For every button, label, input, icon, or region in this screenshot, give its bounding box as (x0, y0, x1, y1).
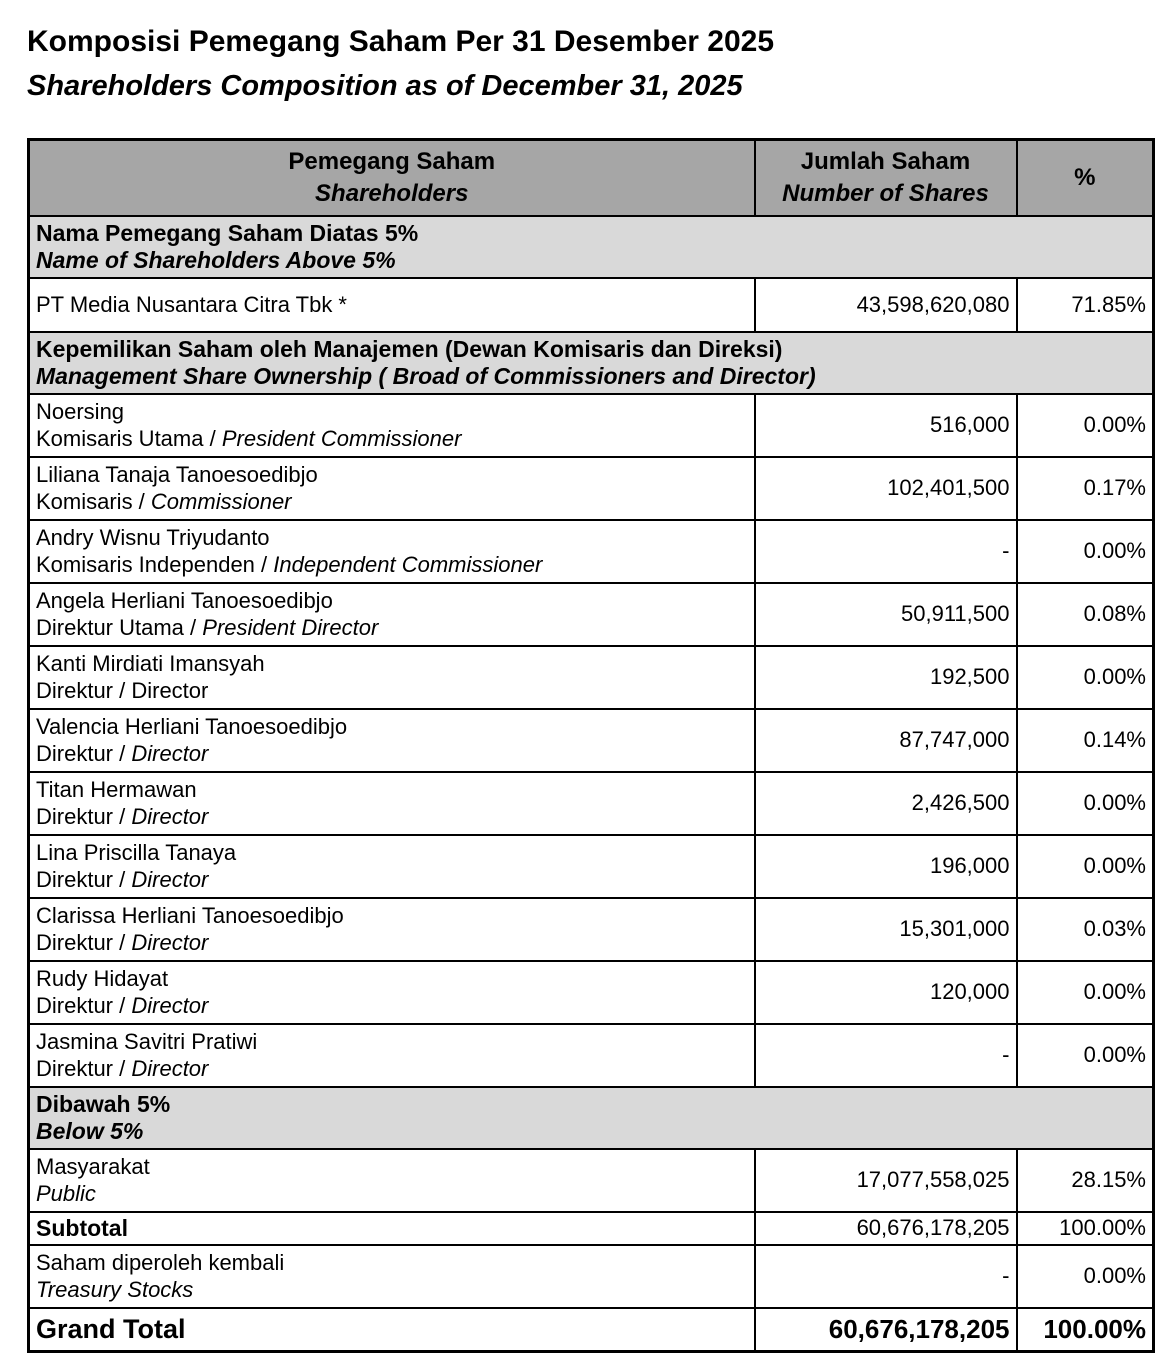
shareholder-title (36, 552, 748, 578)
percent-value: 0.00% (1017, 961, 1154, 1024)
percent-value: 100.00% (1017, 1308, 1154, 1352)
shareholder-title (36, 678, 748, 704)
shareholder-title-plain: Direktur / (36, 992, 132, 1018)
percent-value: 0.00% (1017, 1024, 1154, 1087)
percent-value: 28.15% (1017, 1149, 1154, 1212)
shareholder-text (36, 964, 748, 1021)
shareholder-title-italic: Director (131, 740, 209, 766)
shareholder-title-italic: Director (131, 992, 209, 1018)
shareholder-title-italic: Independent Commissioner (273, 551, 543, 577)
shareholder-name: Liliana Tanaja Tanoesoedibjo (36, 461, 318, 487)
shareholder-text (36, 775, 748, 832)
col-header-shareholders (29, 140, 755, 216)
section-row (29, 332, 1154, 394)
table-row (29, 898, 1154, 961)
shareholder-title-plain: Komisaris Utama / (36, 425, 222, 451)
shareholder-title-italic: Director (131, 803, 209, 829)
shareholder-name: Jasmina Savitri Pratiwi (36, 1028, 258, 1054)
section-line-en: Management Share Ownership ( Broad of Commissioners and Director) (36, 362, 816, 389)
table-row (29, 1212, 1154, 1245)
table-body (29, 216, 1154, 1352)
shareholder-cell (29, 520, 755, 583)
shares-value: 102,401,500 (755, 457, 1017, 520)
total-label: Subtotal (29, 1212, 755, 1245)
shareholder-title (36, 1056, 748, 1082)
percent-value: 0.00% (1017, 772, 1154, 835)
shareholder-name: Saham diperoleh kembali (36, 1249, 285, 1275)
shareholder-name: Rudy Hidayat (36, 965, 169, 991)
section-text (36, 220, 1146, 274)
shareholder-cell (29, 1024, 755, 1087)
shareholder-title-italic: Director (131, 929, 209, 955)
shareholder-name: Valencia Herliani Tanoesoedibjo (36, 713, 348, 739)
shares-value: 17,077,558,025 (755, 1149, 1017, 1212)
section-row (29, 216, 1154, 278)
header-row (29, 140, 1154, 216)
shareholder-title-italic: President Commissioner (221, 425, 462, 451)
table-row (29, 1308, 1154, 1352)
table-row (29, 1024, 1154, 1087)
section-text (36, 336, 1146, 390)
percent-value: 0.03% (1017, 898, 1154, 961)
shares-value: 192,500 (755, 646, 1017, 709)
shareholder-cell (29, 394, 755, 457)
section-line-id: Dibawah 5% (36, 1090, 171, 1117)
shareholder-title-plain: Komisaris / (36, 488, 151, 514)
shareholder-title (36, 1277, 748, 1303)
section-row (29, 1087, 1154, 1149)
shareholder-text (36, 1027, 748, 1084)
percent-value: 100.00% (1017, 1212, 1154, 1245)
page-title: Komposisi Pemegang Saham Per 31 Desember 2025 (27, 25, 775, 58)
col-header-shares-id: Jumlah Saham (800, 148, 971, 175)
shareholder-cell (29, 646, 755, 709)
section-line-id: Kepemilikan Saham oleh Manajemen (Dewan Komisaris dan Direksi) (36, 335, 783, 362)
table-row (29, 835, 1154, 898)
table-row (29, 1149, 1154, 1212)
col-header-shares (755, 140, 1017, 216)
shareholder-name: Masyarakat (36, 1153, 150, 1179)
shareholder-title (36, 615, 748, 641)
shareholder-title (36, 867, 748, 893)
shareholders-table (27, 138, 1155, 1353)
table-row (29, 394, 1154, 457)
table-row (29, 520, 1154, 583)
section-line-en: Name of Shareholders Above 5% (36, 246, 396, 273)
total-label: Grand Total (29, 1308, 755, 1352)
col-header-shareholders-id: Pemegang Saham (288, 148, 496, 175)
percent-value: 0.08% (1017, 583, 1154, 646)
shareholder-text (36, 1152, 748, 1209)
shareholder-title-italic: Commissioner (150, 488, 292, 514)
shares-value: 2,426,500 (755, 772, 1017, 835)
shareholder-title-plain: Direktur / Director (36, 677, 209, 703)
shareholder-name: Angela Herliani Tanoesoedibjo (36, 587, 333, 613)
table-header (29, 140, 1154, 216)
percent-value: 0.00% (1017, 1245, 1154, 1308)
shareholder-name: Kanti Mirdiati Imansyah (36, 650, 265, 676)
col-header-shareholders-en: Shareholders (315, 179, 469, 207)
percent-value: 0.00% (1017, 394, 1154, 457)
shareholder-cell (29, 583, 755, 646)
shareholder-name: Clarissa Herliani Tanoesoedibjo (36, 902, 344, 928)
percent-value: 0.00% (1017, 520, 1154, 583)
shareholder-title-plain: Direktur / (36, 929, 132, 955)
table-row (29, 646, 1154, 709)
page-subtitle: Shareholders Composition as of December 31, 2025 (27, 70, 743, 102)
shareholder-text (36, 1248, 748, 1305)
shares-value: 120,000 (755, 961, 1017, 1024)
shareholder-text (36, 460, 748, 517)
shareholder-title-plain: Direktur / (36, 866, 132, 892)
shareholder-text (36, 649, 748, 706)
shares-value: 87,747,000 (755, 709, 1017, 772)
shareholder-cell (29, 1245, 755, 1308)
shareholder-cell (29, 457, 755, 520)
shareholder-name: Titan Hermawan (36, 776, 197, 802)
shareholder-name: Noersing (36, 398, 125, 424)
shareholder-title (36, 741, 748, 767)
table-row (29, 961, 1154, 1024)
shareholder-title (36, 804, 748, 830)
shareholder-cell (29, 961, 755, 1024)
shareholder-text (36, 397, 748, 454)
shareholder-title-italic: Treasury Stocks (36, 1276, 194, 1302)
shares-value: - (755, 1024, 1017, 1087)
shareholder-text (36, 901, 748, 958)
shareholder-title-italic: Director (131, 866, 209, 892)
percent-value: 0.00% (1017, 646, 1154, 709)
shares-value: 60,676,178,205 (755, 1212, 1017, 1245)
table-row (29, 772, 1154, 835)
shareholder-title (36, 993, 748, 1019)
section-text (36, 1091, 1146, 1145)
col-header-percent: % (1017, 140, 1154, 216)
shareholder-text (36, 838, 748, 895)
shareholder-cell (29, 898, 755, 961)
shares-value: 15,301,000 (755, 898, 1017, 961)
percent-value: 0.17% (1017, 457, 1154, 520)
shares-value: - (755, 520, 1017, 583)
shareholder-cell (29, 278, 755, 332)
percent-value: 0.00% (1017, 835, 1154, 898)
shareholder-cell (29, 709, 755, 772)
section-cell (29, 216, 1154, 278)
shareholder-title (36, 489, 748, 515)
shareholder-name: Lina Priscilla Tanaya (36, 839, 237, 865)
shareholder-cell (29, 772, 755, 835)
shares-value: 43,598,620,080 (755, 278, 1017, 332)
shareholder-text (36, 712, 748, 769)
shareholder-title-plain: Direktur / (36, 1055, 132, 1081)
section-line-en: Below 5% (36, 1117, 144, 1144)
shares-value: - (755, 1245, 1017, 1308)
section-cell (29, 332, 1154, 394)
shareholder-name: PT Media Nusantara Citra Tbk * (36, 291, 347, 317)
shareholder-title-plain: Komisaris Independen / (36, 551, 274, 577)
table-row (29, 583, 1154, 646)
percent-value: 0.14% (1017, 709, 1154, 772)
table-row (29, 278, 1154, 332)
shareholder-title (36, 1181, 748, 1207)
shares-value: 60,676,178,205 (755, 1308, 1017, 1352)
table-row (29, 457, 1154, 520)
shareholder-text (36, 523, 748, 580)
shareholder-title (36, 426, 748, 452)
percent-value: 71.85% (1017, 278, 1154, 332)
shareholder-title-plain: Direktur Utama / (36, 614, 203, 640)
shareholder-title-italic: President Director (202, 614, 379, 640)
shareholder-title-plain: Direktur / (36, 740, 132, 766)
table-row (29, 709, 1154, 772)
shareholder-cell (29, 835, 755, 898)
shareholder-title-plain: Direktur / (36, 803, 132, 829)
section-line-id: Nama Pemegang Saham Diatas 5% (36, 219, 419, 246)
shareholder-cell (29, 1149, 755, 1212)
section-cell (29, 1087, 1154, 1149)
shares-value: 50,911,500 (755, 583, 1017, 646)
col-header-shares-en: Number of Shares (782, 179, 989, 207)
shares-value: 196,000 (755, 835, 1017, 898)
shareholder-name: Andry Wisnu Triyudanto (36, 524, 270, 550)
shares-value: 516,000 (755, 394, 1017, 457)
shareholder-title (36, 930, 748, 956)
table-row (29, 1245, 1154, 1308)
shareholder-title-italic: Public (36, 1180, 96, 1206)
shareholder-title-italic: Director (131, 1055, 209, 1081)
shareholder-text (36, 586, 748, 643)
